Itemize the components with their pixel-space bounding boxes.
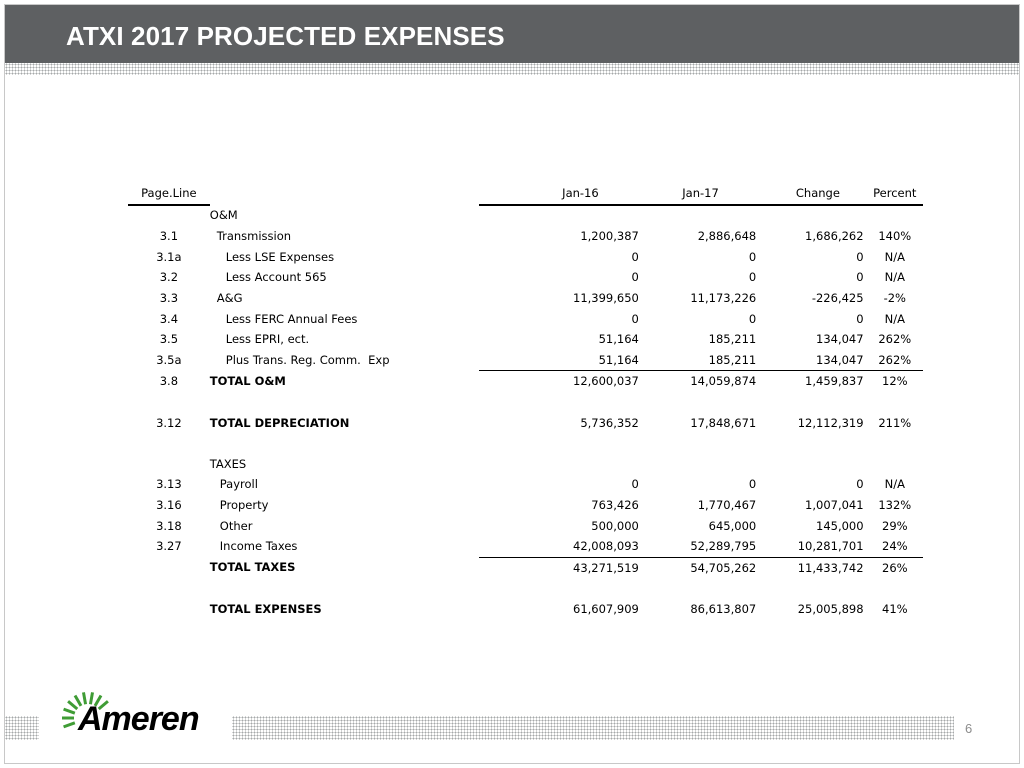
- change-cell: 0: [856, 477, 864, 492]
- table-row-total-depreciation: [128, 413, 923, 434]
- section-label-om: O&M: [209, 208, 238, 223]
- dotted-band-top: [5, 63, 1019, 75]
- table-row: [128, 454, 923, 475]
- header-change: Change: [759, 183, 866, 205]
- title-bar: [5, 5, 1019, 63]
- description-cell: TOTAL TAXES: [209, 560, 296, 575]
- description-cell: Transmission: [216, 229, 292, 244]
- page-line-cell: 3.3: [159, 290, 179, 305]
- percent-cell: 262%: [878, 332, 912, 347]
- description-cell: A&G: [216, 290, 243, 305]
- slide-title: ATXI 2017 PROJECTED EXPENSES: [66, 21, 505, 51]
- table-row: [128, 350, 923, 371]
- change-cell: 1,459,837: [759, 371, 866, 392]
- change-cell: 145,000: [816, 518, 864, 533]
- jan16-cell: 500,000: [591, 518, 639, 533]
- page-line-cell: 3.16: [156, 497, 182, 512]
- jan17-cell: 185,211: [708, 332, 757, 347]
- section-label-taxes: TAXES: [209, 456, 247, 471]
- description-cell: Less EPRI, ect.: [225, 332, 310, 347]
- percent-cell: 26%: [867, 557, 923, 578]
- page-line-cell: 3.2: [159, 270, 179, 285]
- jan16-cell: 42,008,093: [573, 539, 639, 554]
- dotted-band-bottom-left: [5, 716, 39, 740]
- description-cell: Property: [219, 497, 269, 512]
- jan17-cell: 54,705,262: [642, 557, 759, 578]
- percent-cell: 12%: [867, 371, 923, 392]
- description-cell: Less Account 565: [225, 270, 327, 285]
- jan16-cell: 43,271,519: [479, 557, 642, 578]
- table-row: [128, 474, 923, 495]
- jan16-cell: 61,607,909: [573, 601, 639, 616]
- description-cell: Plus Trans. Reg. Comm. Exp: [225, 353, 390, 367]
- table-row: [128, 288, 923, 309]
- jan17-cell: 645,000: [708, 518, 757, 533]
- expenses-table: [128, 183, 923, 619]
- jan16-cell: 0: [631, 249, 639, 264]
- change-cell: 134,047: [816, 352, 864, 367]
- description-cell: TOTAL DEPRECIATION: [209, 415, 350, 430]
- jan17-cell: 0: [748, 477, 757, 492]
- page-line-cell: 3.1: [159, 229, 179, 244]
- table-header-row: [128, 183, 923, 205]
- table-row: [128, 536, 923, 557]
- jan17-cell: 2,886,648: [697, 229, 757, 244]
- change-cell: 12,112,319: [797, 415, 864, 430]
- percent-cell: 211%: [878, 415, 912, 430]
- page-line-cell: 3.1a: [156, 249, 182, 264]
- page-number: 6: [965, 721, 973, 736]
- page-line-cell: 3.5: [159, 332, 179, 347]
- logo-wordmark: Ameren: [78, 700, 199, 738]
- jan16-cell: 763,426: [591, 497, 639, 512]
- description-cell: TOTAL EXPENSES: [209, 601, 322, 616]
- jan17-cell: 52,289,795: [690, 539, 757, 554]
- description-cell: Income Taxes: [219, 539, 298, 554]
- description-cell: TOTAL O&M: [209, 374, 286, 389]
- jan17-cell: 185,211: [708, 352, 757, 367]
- jan16-cell: 5,736,352: [580, 415, 639, 430]
- percent-cell: N/A: [884, 249, 905, 264]
- page-line-cell: 3.27: [156, 539, 182, 554]
- jan17-cell: 0: [748, 249, 757, 264]
- description-cell: Less FERC Annual Fees: [225, 311, 358, 326]
- header-percent: Percent: [867, 183, 923, 205]
- jan16-cell: 1,200,387: [580, 229, 639, 244]
- jan17-cell: 0: [748, 311, 757, 326]
- percent-cell: N/A: [884, 270, 905, 285]
- change-cell: 1,686,262: [805, 229, 864, 244]
- page-line-cell: 3.12: [156, 415, 182, 430]
- change-cell: 1,007,041: [805, 497, 864, 512]
- change-cell: 134,047: [816, 332, 864, 347]
- jan17-cell: 86,613,807: [690, 601, 757, 616]
- header-description: [210, 183, 479, 205]
- description-cell: Other: [219, 518, 253, 533]
- percent-cell: 262%: [878, 352, 912, 367]
- jan16-cell: 11,399,650: [573, 290, 639, 305]
- header-page-line: Page.Line: [128, 183, 210, 205]
- jan16-cell: 0: [631, 477, 639, 492]
- jan17-cell: 14,059,874: [642, 371, 759, 392]
- table-row-total-expenses: [128, 599, 923, 620]
- page-line-cell: 3.8: [159, 374, 179, 389]
- percent-cell: 132%: [878, 497, 912, 512]
- table-row-total-taxes: [128, 557, 923, 578]
- table-row: [128, 495, 923, 516]
- percent-cell: 41%: [882, 601, 908, 616]
- header-jan16: Jan-16: [479, 183, 642, 205]
- header-jan17: Jan-17: [642, 183, 759, 205]
- jan16-cell: 51,164: [598, 352, 639, 367]
- jan16-cell: 0: [631, 311, 639, 326]
- change-cell: -226,425: [811, 290, 864, 305]
- description-cell: Less LSE Expenses: [225, 249, 335, 264]
- jan16-cell: 0: [631, 270, 639, 285]
- description-cell: Payroll: [219, 477, 258, 492]
- page-line-cell: 3.13: [156, 477, 182, 492]
- table-row: [128, 205, 923, 227]
- percent-cell: N/A: [884, 311, 905, 326]
- jan16-cell: 51,164: [598, 332, 639, 347]
- page-line-cell: 3.4: [159, 311, 179, 326]
- jan17-cell: 11,173,226: [690, 290, 757, 305]
- table-row: [128, 516, 923, 537]
- percent-cell: -2%: [883, 290, 906, 305]
- table-row: [128, 267, 923, 288]
- jan16-cell: 12,600,037: [479, 371, 642, 392]
- change-cell: 25,005,898: [797, 601, 864, 616]
- change-cell: 0: [856, 311, 864, 326]
- table-row: [128, 309, 923, 330]
- change-cell: 11,433,742: [759, 557, 866, 578]
- page-line-cell: 3.5a: [156, 353, 182, 367]
- jan17-cell: 0: [748, 270, 757, 285]
- dotted-band-bottom-right: [232, 716, 954, 740]
- table-row: [128, 329, 923, 350]
- percent-cell: 140%: [878, 229, 912, 244]
- percent-cell: 29%: [882, 518, 908, 533]
- change-cell: 10,281,701: [797, 539, 864, 554]
- percent-cell: N/A: [884, 477, 905, 492]
- change-cell: 0: [856, 249, 864, 264]
- jan17-cell: 17,848,671: [690, 415, 757, 430]
- change-cell: 0: [856, 270, 864, 285]
- page-line-cell: 3.18: [156, 518, 182, 533]
- table-row-total-om: [128, 371, 923, 392]
- table-row: [128, 247, 923, 268]
- percent-cell: 24%: [882, 539, 908, 554]
- jan17-cell: 1,770,467: [697, 497, 757, 512]
- table-row: [128, 226, 923, 247]
